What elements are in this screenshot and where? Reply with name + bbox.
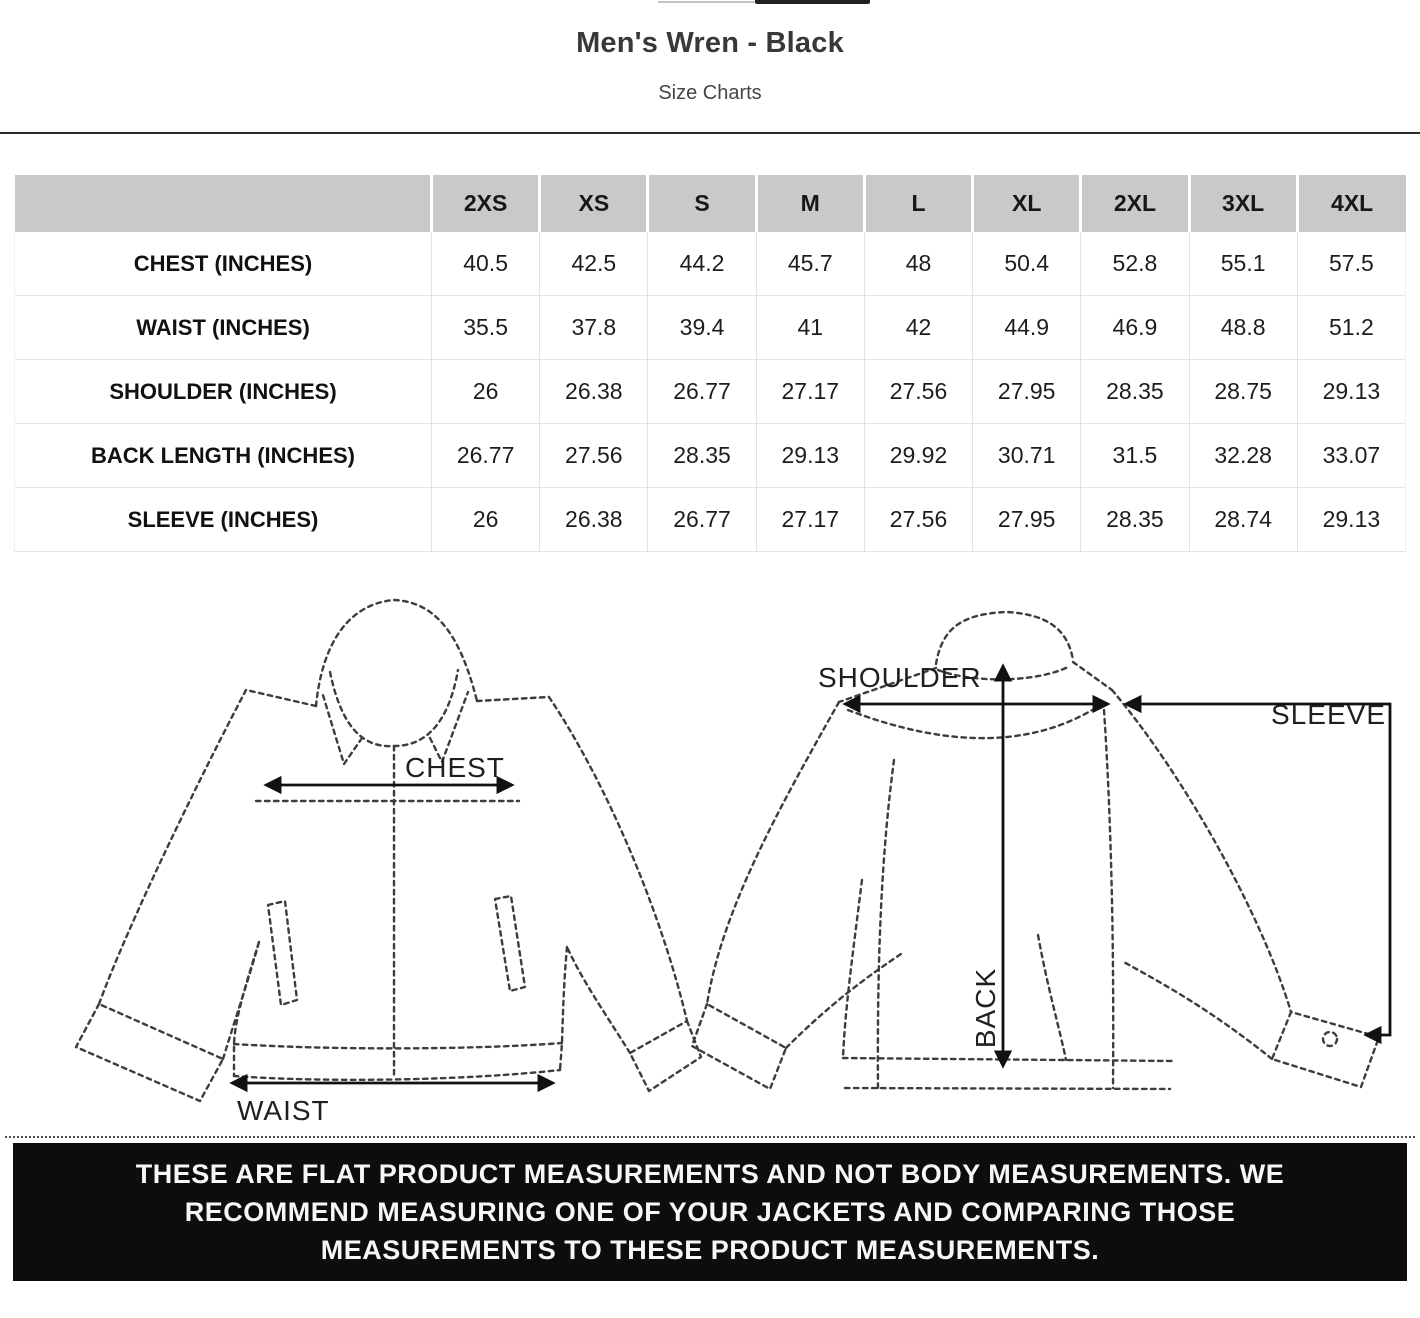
size-column-header: 2XL: [1081, 175, 1189, 232]
size-value-cell: 30.71: [973, 424, 1081, 488]
size-table: [14, 175, 1406, 552]
sleeve-label: SLEEVE: [1271, 699, 1386, 730]
size-value-cell: 28.74: [1189, 488, 1297, 552]
size-value-cell: 26: [432, 360, 540, 424]
table-row: [15, 296, 1406, 360]
size-value-cell: 27.95: [973, 488, 1081, 552]
back-label: BACK: [970, 967, 1001, 1049]
size-column-header: 3XL: [1189, 175, 1297, 232]
row-label: SHOULDER (INCHES): [15, 360, 432, 424]
table-row: [15, 360, 1406, 424]
size-value-cell: 44.2: [648, 232, 756, 296]
size-column-header: 2XS: [432, 175, 540, 232]
size-value-cell: 37.8: [540, 296, 648, 360]
row-label: CHEST (INCHES): [15, 232, 432, 296]
size-value-cell: 29.13: [756, 424, 864, 488]
size-value-cell: 57.5: [1297, 232, 1405, 296]
row-label: BACK LENGTH (INCHES): [15, 424, 432, 488]
size-value-cell: 27.56: [864, 488, 972, 552]
cutoff-element-fragment: [755, 0, 870, 4]
size-column-header: XS: [540, 175, 648, 232]
size-value-cell: 35.5: [432, 296, 540, 360]
size-value-cell: 45.7: [756, 232, 864, 296]
size-value-cell: 29.13: [1297, 488, 1405, 552]
size-value-cell: 42: [864, 296, 972, 360]
size-value-cell: 48.8: [1189, 296, 1297, 360]
size-value-cell: 29.13: [1297, 360, 1405, 424]
size-value-cell: 39.4: [648, 296, 756, 360]
size-column-header: 4XL: [1297, 175, 1405, 232]
size-value-cell: 33.07: [1297, 424, 1405, 488]
waist-label: WAIST: [237, 1095, 330, 1126]
size-value-cell: 27.17: [756, 360, 864, 424]
jacket-measurement-diagram: [0, 580, 1420, 1138]
cutoff-element-fragment: [658, 1, 756, 3]
size-value-cell: 55.1: [1189, 232, 1297, 296]
size-value-cell: 42.5: [540, 232, 648, 296]
chest-label: CHEST: [405, 752, 505, 783]
size-value-cell: 27.56: [540, 424, 648, 488]
disclaimer-banner: [13, 1143, 1407, 1281]
dotted-divider: [5, 1136, 1415, 1138]
size-value-cell: 26.77: [648, 488, 756, 552]
jacket-front-sketch: [76, 600, 701, 1101]
empty-corner-cell: [15, 175, 432, 232]
size-value-cell: 52.8: [1081, 232, 1189, 296]
size-column-header: S: [648, 175, 756, 232]
jacket-back-sketch: [692, 612, 1379, 1089]
size-value-cell: 28.35: [648, 424, 756, 488]
size-table-header: [15, 175, 1406, 232]
size-value-cell: 41: [756, 296, 864, 360]
size-value-cell: 32.28: [1189, 424, 1297, 488]
size-value-cell: 28.35: [1081, 488, 1189, 552]
size-value-cell: 29.92: [864, 424, 972, 488]
size-value-cell: 51.2: [1297, 296, 1405, 360]
size-value-cell: 26.77: [648, 360, 756, 424]
size-column-header: XL: [973, 175, 1081, 232]
shoulder-label: SHOULDER: [818, 662, 982, 693]
header-divider: [0, 132, 1420, 134]
row-label: SLEEVE (INCHES): [15, 488, 432, 552]
table-row: [15, 488, 1406, 552]
size-value-cell: 28.35: [1081, 360, 1189, 424]
disclaimer-text: THESE ARE FLAT PRODUCT MEASUREMENTS AND NOT BODY MEASUREMENTS. WE RECOMMEND MEASURING ONE OF YOUR JACKETS AND COMPARING THOSE MEASUREMENTS TO THESE PRODUCT MEASUREMENTS.: [135, 1159, 1285, 1265]
size-value-cell: 40.5: [432, 232, 540, 296]
measurement-arrows: [232, 666, 1390, 1083]
size-value-cell: 26.38: [540, 360, 648, 424]
size-value-cell: 26.77: [432, 424, 540, 488]
size-value-cell: 48: [864, 232, 972, 296]
size-value-cell: 28.75: [1189, 360, 1297, 424]
size-value-cell: 46.9: [1081, 296, 1189, 360]
size-column-header: L: [864, 175, 972, 232]
size-value-cell: 50.4: [973, 232, 1081, 296]
size-value-cell: 27.56: [864, 360, 972, 424]
size-value-cell: 26.38: [540, 488, 648, 552]
size-value-cell: 27.95: [973, 360, 1081, 424]
table-row: [15, 232, 1406, 296]
size-value-cell: 26: [432, 488, 540, 552]
row-label: WAIST (INCHES): [15, 296, 432, 360]
size-column-header: M: [756, 175, 864, 232]
size-value-cell: 27.17: [756, 488, 864, 552]
size-value-cell: 31.5: [1081, 424, 1189, 488]
page-title: Men's Wren - Black: [576, 27, 844, 59]
size-value-cell: 44.9: [973, 296, 1081, 360]
page-subtitle: Size Charts: [658, 82, 762, 104]
table-row: [15, 424, 1406, 488]
size-table-body: [15, 232, 1406, 552]
